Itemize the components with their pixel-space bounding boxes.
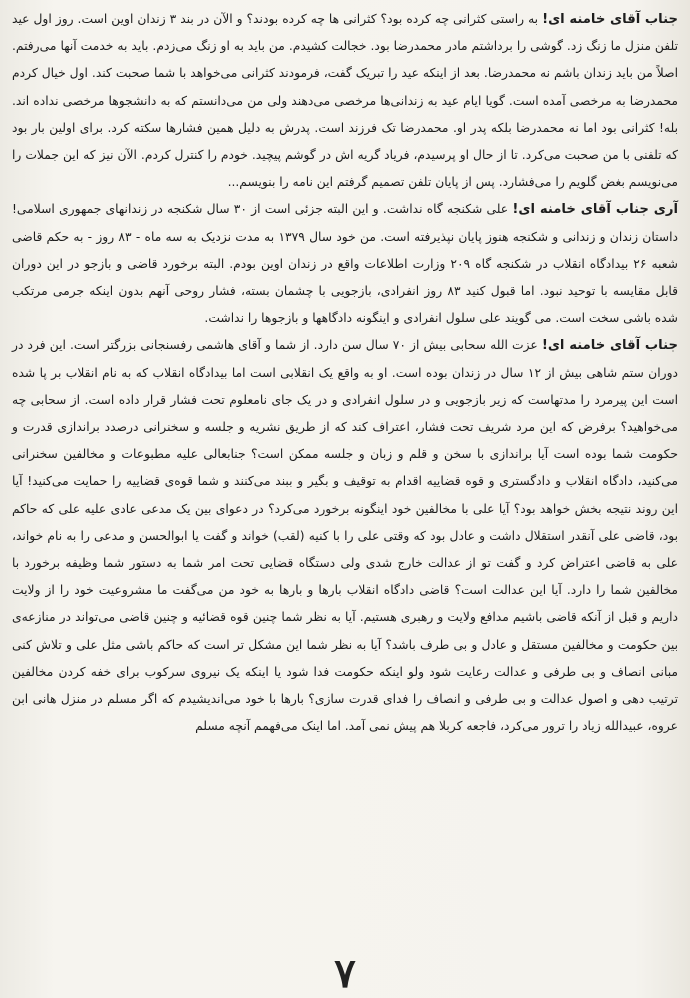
- paragraph-1-lead: جناب آقای خامنه ای!: [542, 12, 678, 27]
- paragraph-1: [12, 6, 678, 196]
- paragraph-3-body: عزت الله سحابی بیش از ۷۰ سال سن دارد. از شما و آقای هاشمی رفسنجانی بزرگتر است. این فرد در دوران ستم شاهی بیش از ۱۲ سال در زندان بوده است. او به واقع یک انقلابی است اما بیدادگاه انقلاب که به نام انقلاب بر پا شده است این پیرمرد را مدتهاست که زیر بازجویی و در سلول انفرادی و در یک جای نامعلوم تحت فشار قرار داده است. از سحابی چه می‌خواهید؟ برفرض که این مرد شریف تحت فشار، اعتراف کند که از طریق نشریه و جلسه و سخنرانی درصدد براندازی قدرت و حکومت شما بوده است آیا براندازی با سخن و قلم و زبان و جلسه ممکن است؟ جنابعالی علیه مطبوعات و مخالفین سخنرانی می‌کنید، دادگاه انقلاب و دادگستری و قوه قضاییه اقدام به توقیف و بگیر و ببند می‌کنند و شما قوه‌ی قضاییه را حمایت می‌کنید! آیا این روند نتیجه بخش خواهد بود؟ آیا علی با مخالفین خود اینگونه برخورد می‌کرد؟ در دعوای بین یک مدعی عادی علیه علی که حاکم بود، قاضی علی آنقدر استقلال داشت و عادل بود که وقتی علی را با کنیه (لقب) خواند و گفت یا ابوالحسن و مدعی را به نام خواند، علی به قاضی اعتراض کرد و گفت تو از عدالت خارج شدی ولی دستگاه قضایی تحت امر شما به دستور شما وظیفه برخورد با مخالفین شما را دارد. آیا این عدالت است؟ قاضی دادگاه انقلاب بارها و بارها به خود من می‌گفت ما مشروعیت خود را از ولایت داریم و قبل از آنکه قاضی باشیم مدافع ولایت و رهبری هستیم. آیا به نظر شما چنین قوه قضائیه و چنین قاضی می‌تواند در منازعه‌ی بین حکومت و مخالفین مستقل و عادل و بی طرف باشد؟ آیا به نظر شما این مشکل تر است که حاکم باشی مثل علی و تلاش کنی مبانی انصاف و بی طرفی و عدالت رعایت شود ولو اینکه حکومت فدا شود یا اینکه یک نیروی سرکوب برای خفه کردن مخالفین ترتیب دهی و اصول عدالت و بی طرفی و انصاف را فدای قدرت سازی؟ بارها با خود می‌اندیشیدم که اگر مسلم در منزل هانی ابن عروه، عبیدالله زیاد را ترور می‌کرد، فاجعه کربلا هم پیش نمی آمد. اما اینک می‌فهمم آنچه مسلم: [12, 338, 678, 734]
- letter-body: [12, 6, 678, 740]
- paragraph-2-body: علی شکنجه گاه نداشت. و این البته جزئی است از ۳۰ سال شکنجه در زندانهای جمهوری اسلامی! داستان زندان و زندانی و شکنجه هنوز پایان نپذیرفته است. من خود سال ۱۳۷۹ به مدت نزدیک به سه ماه - ۸۳ روز - به حکم قاضی شعبه ۲۶ بیدادگاه انقلاب در شکنجه گاه ۲۰۹ وزارت اطلاعات واقع در زندان اوین بودم. البته برخورد قاضی و بازجو در این دوران قابل مقایسه با توحید نبود. اما قبول کنید ۸۳ روز انفرادی، بازجویی با چشمان بسته، فشار روحی آنهم بدون اینکه جرمی مرتکب شده باشی سخت است. می گویند علی سلول انفرادی و اینگونه دادگاهها و بازجوها را نداشت.: [12, 202, 678, 326]
- paragraph-2: [12, 196, 678, 332]
- paragraph-3-lead: جناب آقای خامنه ای!: [541, 338, 678, 354]
- paragraph-2-lead: آری جناب آقای خامنه ای!: [512, 202, 679, 218]
- paragraph-1-body: به راستی کثرانی چه کرده بود؟ کثرانی ها چه کرده بودند؟ و الآن در بند ۳ زندان اوین است. روز اول عید تلفن منزل ما زنگ زد. گوشی را برداشتم مادر محمدرضا بود. خجالت کشیدم. من باید به او زنگ می‌زدم. باید به خدمت آنها می‌رفتم. اصلاً من باید زندان باشم نه محمدرضا. بعد از اینکه عید را تبریک گفت، فرمودند کثرانی می‌خواهد با شما صحبت کند. اول خیال کردم محمدرضا به مرخصی آمده است. گویا ایام عید به زندانی‌ها مرخصی می‌دهند ولی من می‌دانستم که به دانشجوها مرخصی نداده اند. بله! کثرانی بود اما نه محمدرضا بلکه پدر او. محمدرضا تک فرزند است. پدرش به دلیل همین فشارها سکته کرد. برای اولین بار بود که تلفنی با من صحبت می‌کرد. تا از حال او پرسیدم، فریاد گریه اش در گوشم پیچید. خودم را کنترل کردم. الآن نیز که این جملات را می‌نویسم بغض گلویم را می‌فشارد. پس از پایان تلفن تصمیم گرفتم این نامه را بنویسم...: [12, 12, 678, 190]
- page-number: ۷: [334, 950, 356, 997]
- paragraph-3: [12, 332, 678, 740]
